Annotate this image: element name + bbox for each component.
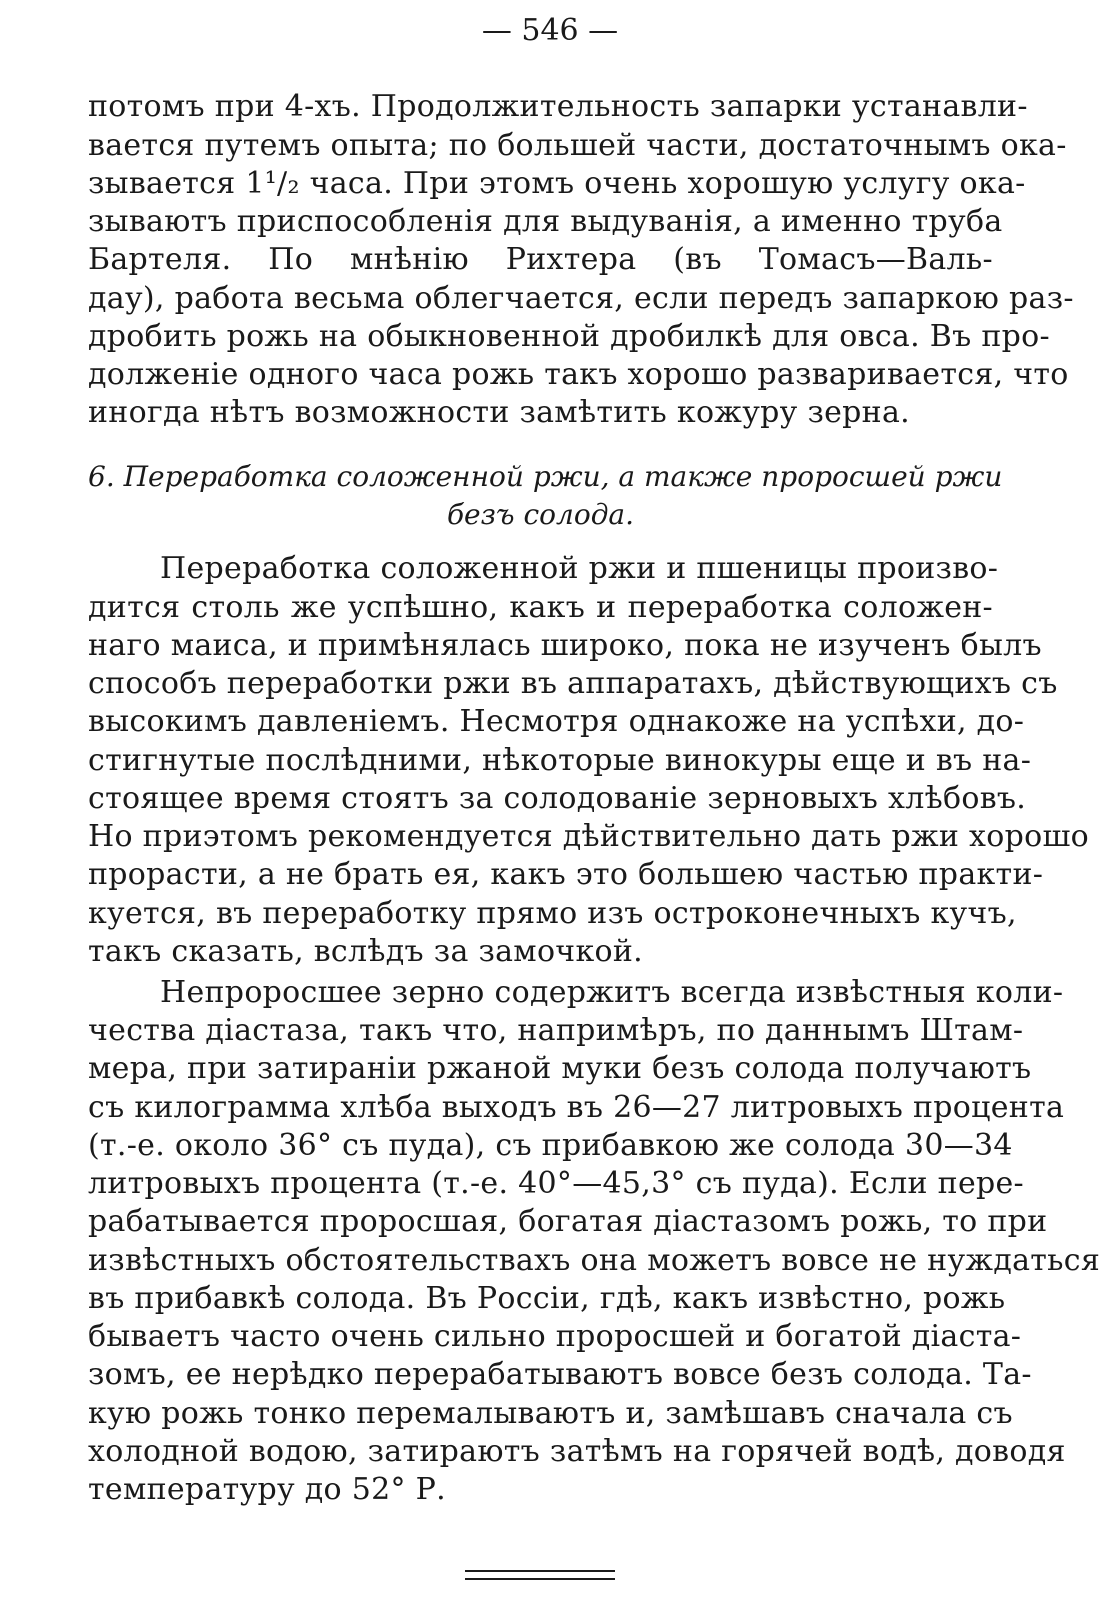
text-line: дится столь же успѣшно, какъ и переработка соложен- <box>88 590 993 625</box>
text-line: зомъ, ее нерѣдко перерабатываютъ вовсе безъ солода. Та- <box>88 1357 1032 1392</box>
text-line: такъ сказать, вслѣдъ за замочкой. <box>88 934 643 969</box>
text-line: Бартеля. По мнѣнію Рихтера (въ Томасъ—Валь- <box>88 242 993 277</box>
text-line: потомъ при 4-хъ. Продолжительность запарки устанавли- <box>88 89 1028 124</box>
text-line: вается путемъ опыта; по большей части, достаточнымъ ока- <box>88 128 1067 163</box>
text-line: стигнутые послѣдними, нѣкоторые винокуры еще и въ на- <box>88 743 1032 778</box>
text-line: Но приэтомъ рекомендуется дѣйствительно дать ржи хорошо <box>88 819 1089 854</box>
text-line: бываетъ часто очень сильно проросшей и богатой діаста- <box>88 1319 1022 1354</box>
page-number: — 546 — <box>481 13 619 48</box>
text-line: чества діастаза, такъ что, напримѣръ, по даннымъ Штам- <box>88 1013 1024 1048</box>
text-line: долженіе одного часа рожь такъ хорошо разваривается, что <box>88 357 1069 392</box>
text-line: Переработка соложенной ржи и пшеницы произво- <box>160 551 999 586</box>
section-heading-line: безъ солода. <box>446 498 635 531</box>
text-line: (т.-е. около 36° съ пуда), съ прибавкою же солода 30—34 <box>88 1128 1013 1163</box>
text-line: рабатывается проросшая, богатая діастазомъ рожь, то при <box>88 1204 1048 1239</box>
text-line: извѣстныхъ обстоятельствахъ она можетъ вовсе не нуждаться <box>88 1243 1100 1278</box>
text-line: высокимъ давленіемъ. Несмотря однакоже на успѣхи, до- <box>88 704 1025 739</box>
text-line: въ прибавкѣ солода. Въ Россіи, гдѣ, какъ извѣстно, рожь <box>88 1281 1006 1316</box>
text-line: Непроросшее зерно содержитъ всегда извѣстныя коли- <box>160 975 1064 1010</box>
text-line: литровыхъ процента (т.-е. 40°—45,3° съ пуда). Если пере- <box>88 1166 1024 1201</box>
text-line: съ килограмма хлѣба выходъ въ 26—27 литровыхъ процента <box>88 1090 1065 1125</box>
text-line: иногда нѣтъ возможности замѣтить кожуру зерна. <box>88 395 910 430</box>
section-heading-line: 6. Переработка соложенной ржи, а также проросшей ржи <box>88 460 1003 493</box>
text-line: холодной водою, затираютъ затѣмъ на горячей водѣ, доводя <box>88 1434 1066 1469</box>
text-line: зываютъ приспособленія для выдуванія, а именно труба <box>88 204 1003 239</box>
text-line: температуру до 52° Р. <box>88 1472 446 1507</box>
text-line: способъ переработки ржи въ аппаратахъ, дѣйствующихъ съ <box>88 666 1058 701</box>
end-divider <box>465 1570 615 1580</box>
text-line: стоящее время стоятъ за солодованіе зерновыхъ хлѣбовъ. <box>88 781 1027 816</box>
text-line: дробить рожь на обыкновенной дробилкѣ для овса. Въ про- <box>88 319 1050 354</box>
text-line: кую рожь тонко перемалываютъ и, замѣшавъ сначала съ <box>88 1396 1013 1431</box>
text-line: куется, въ переработку прямо изъ остроконечныхъ кучъ, <box>88 896 1017 931</box>
text-line: прорасти, а не брать ея, какъ это большею частью практи- <box>88 857 1044 892</box>
text-line: мера, при затираніи ржаной муки безъ солода получаютъ <box>88 1051 1032 1086</box>
text-line: дау), работа весьма облегчается, если передъ запаркою раз- <box>88 281 1074 316</box>
text-line: наго маиса, и примѣнялась широко, пока не изученъ былъ <box>88 628 1042 663</box>
text-line: зывается 1¹/₂ часа. При этомъ очень хорошую услугу ока- <box>88 166 1026 201</box>
